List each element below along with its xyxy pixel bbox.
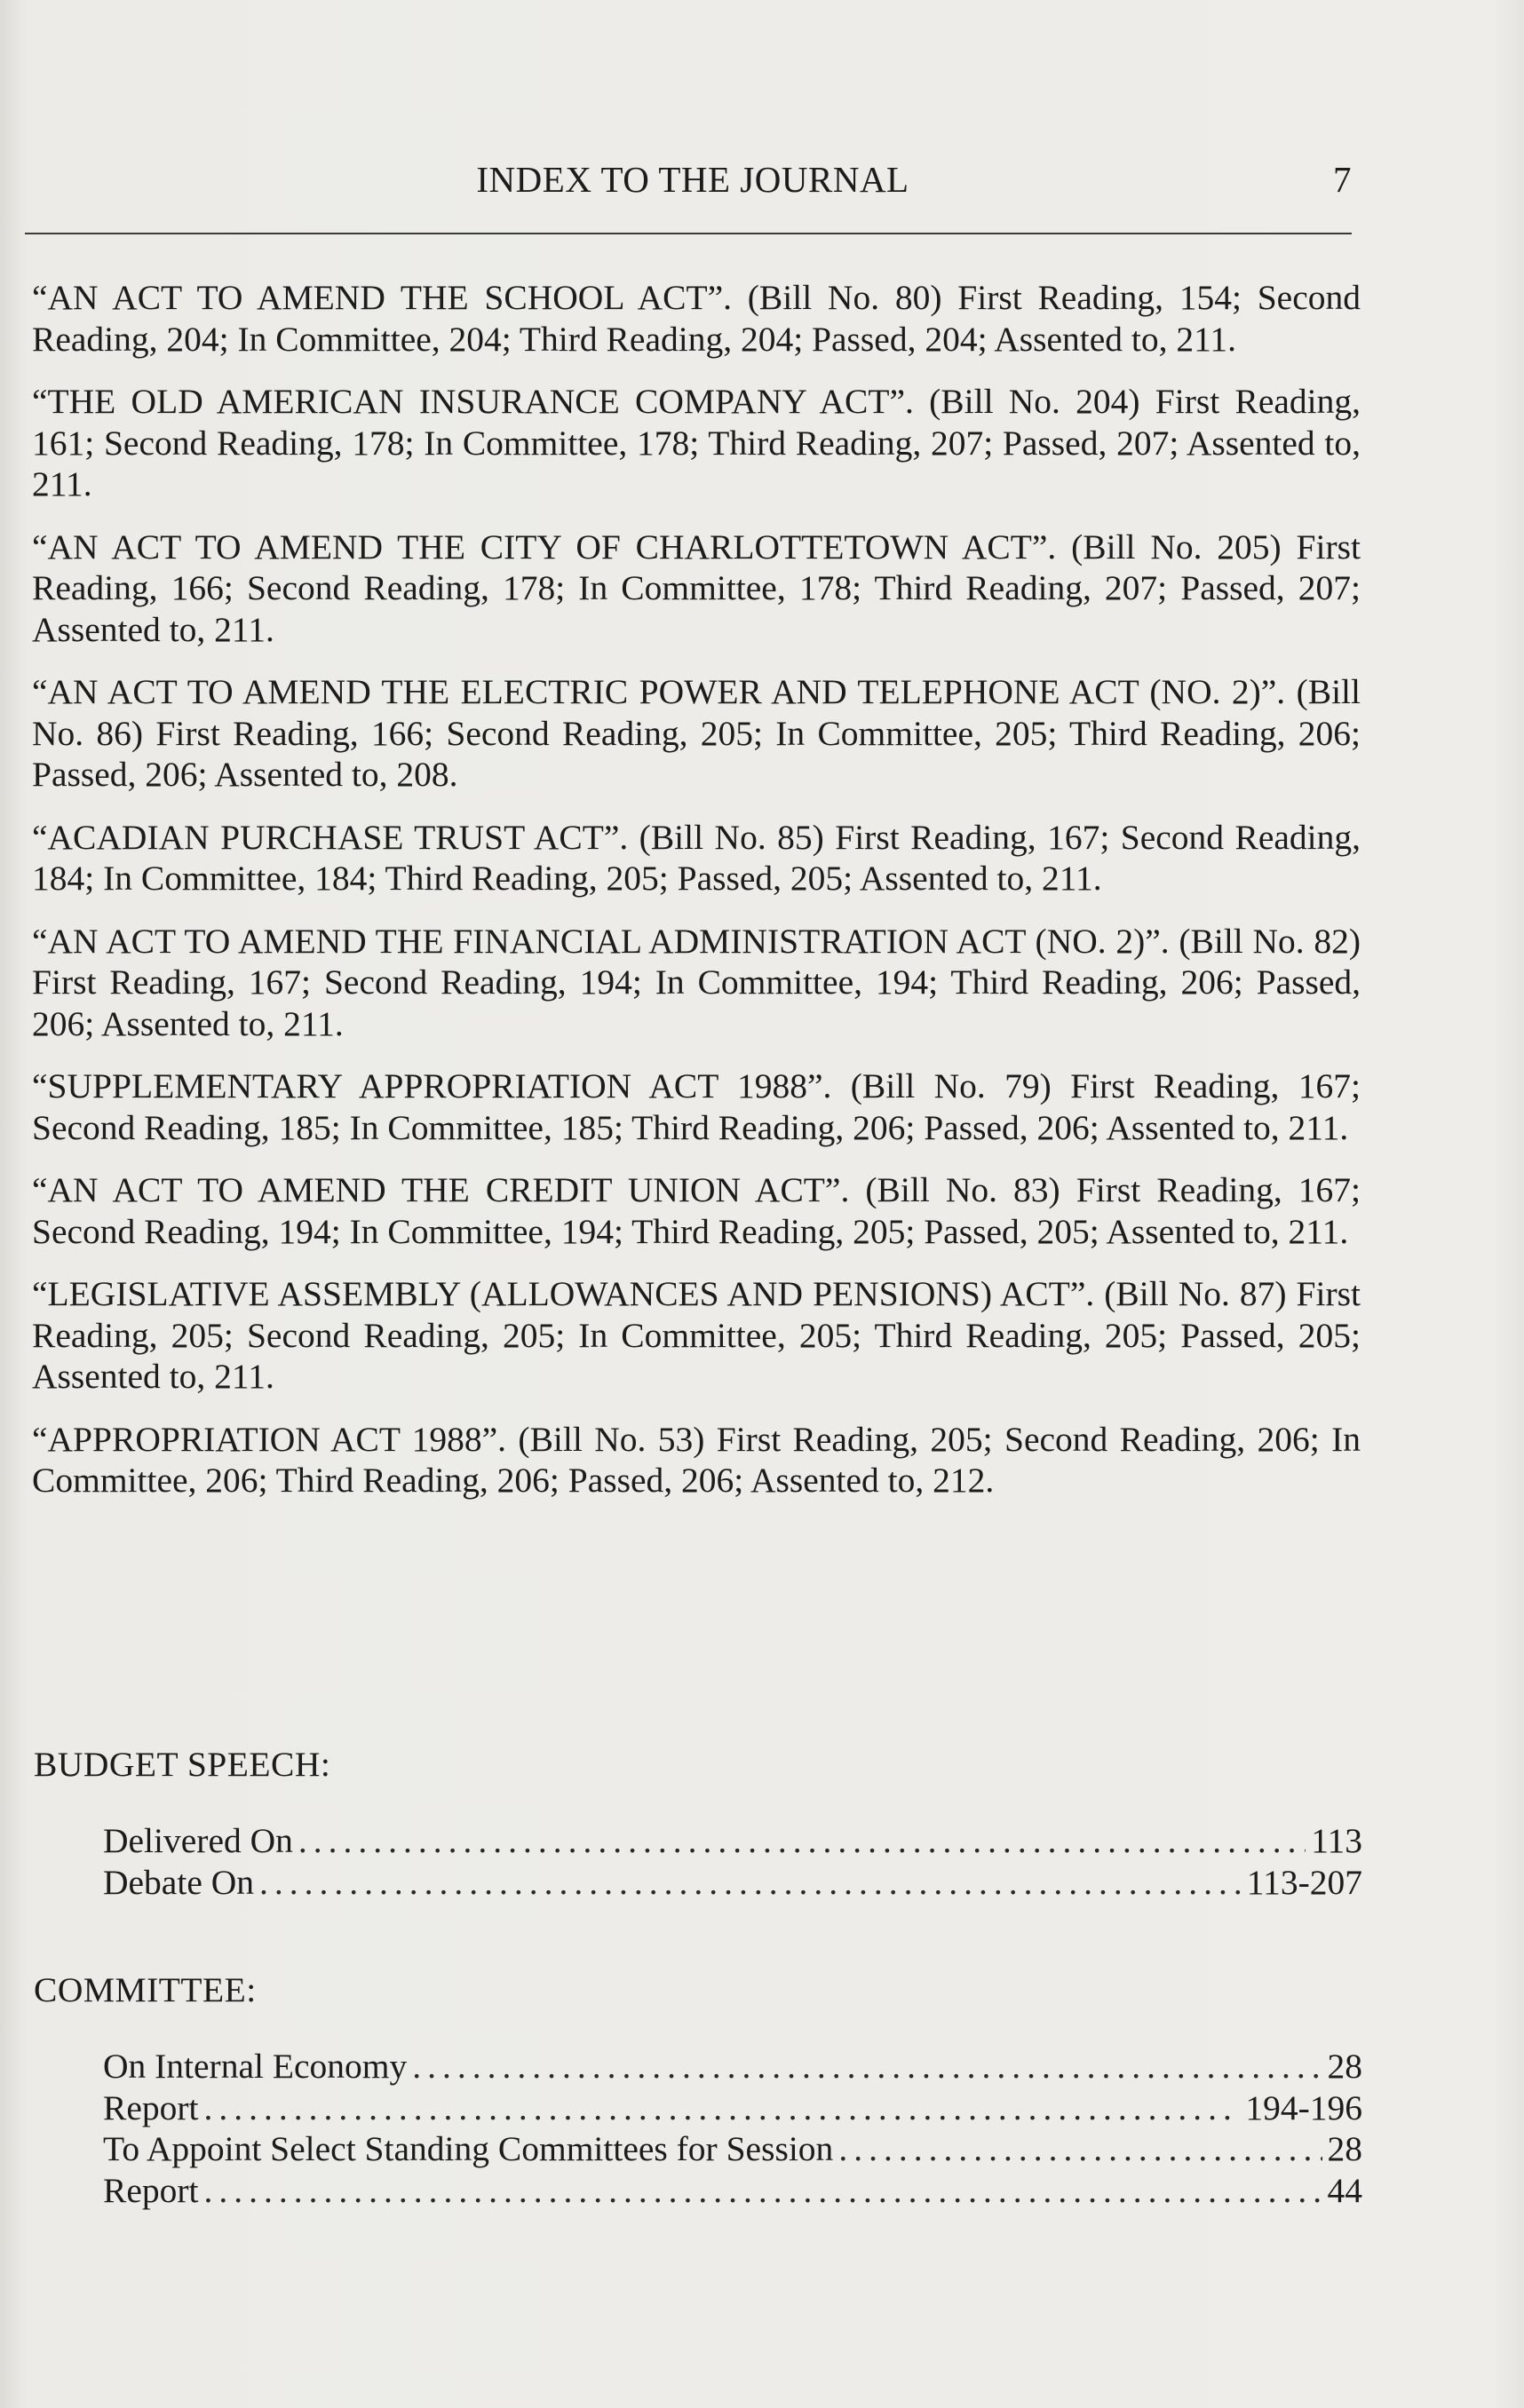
page-header (34, 158, 1352, 211)
bill-entry: “AN ACT TO AMEND THE SCHOOL ACT”. (Bill No. 80) First Reading, 154; Second Reading, 204; In Committee, 204; Third Reading, 204; Passed, 204; Assented to, 211. (32, 278, 1361, 359)
dot-leader (204, 2087, 1241, 2129)
dot-leader (412, 2046, 1322, 2087)
dot-leader (259, 1862, 1242, 1904)
section-title: COMMITTEE: (34, 1970, 257, 2009)
bill-entry: “ACADIAN PURCHASE TRUST ACT”. (Bill No. 85) First Reading, 167; Second Reading, 184; In Committee, 184; Third Reading, 205; Passed, 205; Assented to, 211. (32, 817, 1361, 898)
toc-row (103, 2128, 1362, 2170)
bill-entry: “APPROPRIATION ACT 1988”. (Bill No. 53) First Reading, 205; Second Reading, 206; In Committee, 206; Third Reading, 206; Passed, 206; Assented to, 212. (32, 1419, 1361, 1500)
bill-entry: “AN ACT TO AMEND THE FINANCIAL ADMINISTRATION ACT (NO. 2)”. (Bill No. 82) First Reading, 167; Second Reading, 194; In Committee, 194; Third Reading, 206; Passed, 206; Assented to, 211. (32, 921, 1361, 1043)
toc-label: On Internal Economy (103, 2047, 408, 2086)
bill-entry: “AN ACT TO AMEND THE CITY OF CHARLOTTETOWN ACT”. (Bill No. 205) First Reading, 166; Second Reading, 178; In Committee, 178; Third Reading, 207; Passed, 207; Assented to, 211. (32, 527, 1361, 649)
page-number: 7 (1333, 159, 1352, 200)
toc-label: Report (103, 2087, 199, 2127)
toc-list (103, 1820, 1362, 1903)
toc-page: 113 (1311, 1821, 1362, 1860)
toc-label: Delivered On (103, 1821, 293, 1860)
header-rule (25, 233, 1352, 234)
toc-list (103, 2046, 1362, 2211)
toc-page: 194-196 (1245, 2087, 1362, 2127)
toc-row (103, 1862, 1362, 1904)
toc-row (103, 2087, 1362, 2129)
bill-entries (32, 277, 1361, 1523)
toc-row (103, 1820, 1362, 1862)
section-title: BUDGET SPEECH: (34, 1745, 331, 1784)
dot-leader (298, 1820, 1306, 1862)
toc-page: 113-207 (1246, 1862, 1362, 1902)
page-title: INDEX TO THE JOURNAL (476, 159, 909, 200)
bill-entry: “LEGISLATIVE ASSEMBLY (ALLOWANCES AND PENSIONS) ACT”. (Bill No. 87) First Reading, 205; Second Reading, 205; In Committee, 205; Third Reading, 205; Passed, 205; Assented to, 211. (32, 1274, 1361, 1396)
toc-row (103, 2046, 1362, 2087)
dot-leader (838, 2128, 1322, 2170)
bill-entry: “AN ACT TO AMEND THE CREDIT UNION ACT”. (Bill No. 83) First Reading, 167; Second Reading, 194; In Committee, 194; Third Reading, 205; Passed, 205; Assented to, 211. (32, 1170, 1361, 1251)
toc-label: Report (103, 2170, 199, 2210)
toc-label: Debate On (103, 1862, 254, 1902)
bill-entry: “AN ACT TO AMEND THE ELECTRIC POWER AND TELEPHONE ACT (NO. 2)”. (Bill No. 86) First Reading, 166; Second Reading, 205; In Committee, 205; Third Reading, 206; Passed, 206; Assented to, 208. (32, 672, 1361, 794)
committee-section (34, 1969, 1362, 2211)
toc-row (103, 2170, 1362, 2212)
dot-leader (204, 2170, 1322, 2212)
toc-label: To Appoint Select Standing Committees for Session (103, 2129, 834, 2168)
toc-page: 44 (1327, 2170, 1362, 2210)
toc-page: 28 (1327, 2129, 1362, 2168)
bill-entry: “SUPPLEMENTARY APPROPRIATION ACT 1988”. (Bill No. 79) First Reading, 167; Second Reading, 185; In Committee, 185; Third Reading, 206; Passed, 206; Assented to, 211. (32, 1066, 1361, 1147)
toc-page: 28 (1327, 2047, 1362, 2086)
budget-speech-section (34, 1744, 1362, 1903)
bill-entry: “THE OLD AMERICAN INSURANCE COMPANY ACT”. (Bill No. 204) First Reading, 161; Second Reading, 178; In Committee, 178; Third Reading, 207; Passed, 207; Assented to, 211. (32, 382, 1361, 503)
